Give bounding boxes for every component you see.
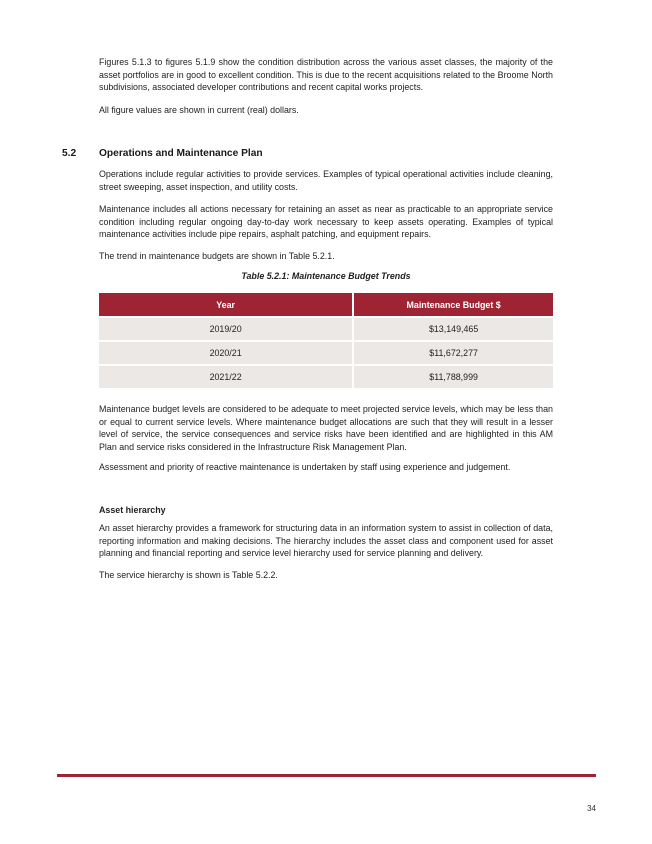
section-heading <box>62 148 263 159</box>
asset-hierarchy-heading: Asset hierarchy <box>99 505 166 515</box>
intro-paragraph-2: All figure values are shown in current (real) dollars. <box>99 105 299 115</box>
operations-paragraph: Operations include regular activities to provide services. Examples of typical operational activities include cleaning, street sweeping, asset inspection, and utility costs. <box>99 169 553 192</box>
service-hierarchy-paragraph: The service hierarchy is shown is Table 5.2.2. <box>99 570 278 580</box>
table-row <box>99 341 553 365</box>
asset-hierarchy-paragraph: An asset hierarchy provides a framework for structuring data in an information system to assist in collection of data, reporting information and making decisions. The hierarchy includes the asset class and component used for asset planning and financial reporting and service level hierarchy used for service planning and delivery. <box>99 523 553 559</box>
footer-divider <box>57 774 596 777</box>
section-number: 5.2 <box>62 148 77 159</box>
table-row <box>99 365 553 388</box>
cell-year: 2021/22 <box>99 365 353 388</box>
budget-levels-paragraph: Maintenance budget levels are considered to be adequate to meet projected service levels, which may be less than or equal to current service levels. Where maintenance budget allocations are such that they will result in a lesser level of service, the service consequences and service risks have been identified and are highlighted in this AM Plan and service risks considered in the Infrastructure Risk Management Plan. <box>99 404 553 452</box>
section-title: Operations and Maintenance Plan <box>99 148 263 159</box>
cell-budget: $11,672,277 <box>353 341 553 365</box>
table-row <box>99 317 553 341</box>
table-header-row <box>99 293 553 317</box>
maintenance-paragraph: Maintenance includes all actions necessary for retaining an asset as near as practicable to an appropriate service condition including regular ongoing day-to-day work necessary to keep assets operating. Examples of typical maintenance activities include pipe repairs, asphalt patching, and equipment repairs. <box>99 204 553 240</box>
trend-paragraph: The trend in maintenance budgets are shown in Table 5.2.1. <box>99 251 335 261</box>
cell-budget: $11,788,999 <box>353 365 553 388</box>
cell-year: 2019/20 <box>99 317 353 341</box>
header-maintenance-budget: Maintenance Budget $ <box>353 293 553 317</box>
intro-paragraph-1: Figures 5.1.3 to figures 5.1.9 show the condition distribution across the various asset classes, the majority of the asset portfolios are in good to excellent condition. This is due to the recent acquisitions related to the Broome North subdivisions, associated developer contributions and recent capital works projects. <box>99 57 553 93</box>
reactive-maintenance-paragraph: Assessment and priority of reactive maintenance is undertaken by staff using experience and judgement. <box>99 462 511 472</box>
cell-budget: $13,149,465 <box>353 317 553 341</box>
table-caption: Table 5.2.1: Maintenance Budget Trends <box>241 271 411 281</box>
maintenance-budget-table <box>99 293 553 388</box>
page-number: 34 <box>587 804 596 813</box>
cell-year: 2020/21 <box>99 341 353 365</box>
header-year: Year <box>99 293 353 317</box>
